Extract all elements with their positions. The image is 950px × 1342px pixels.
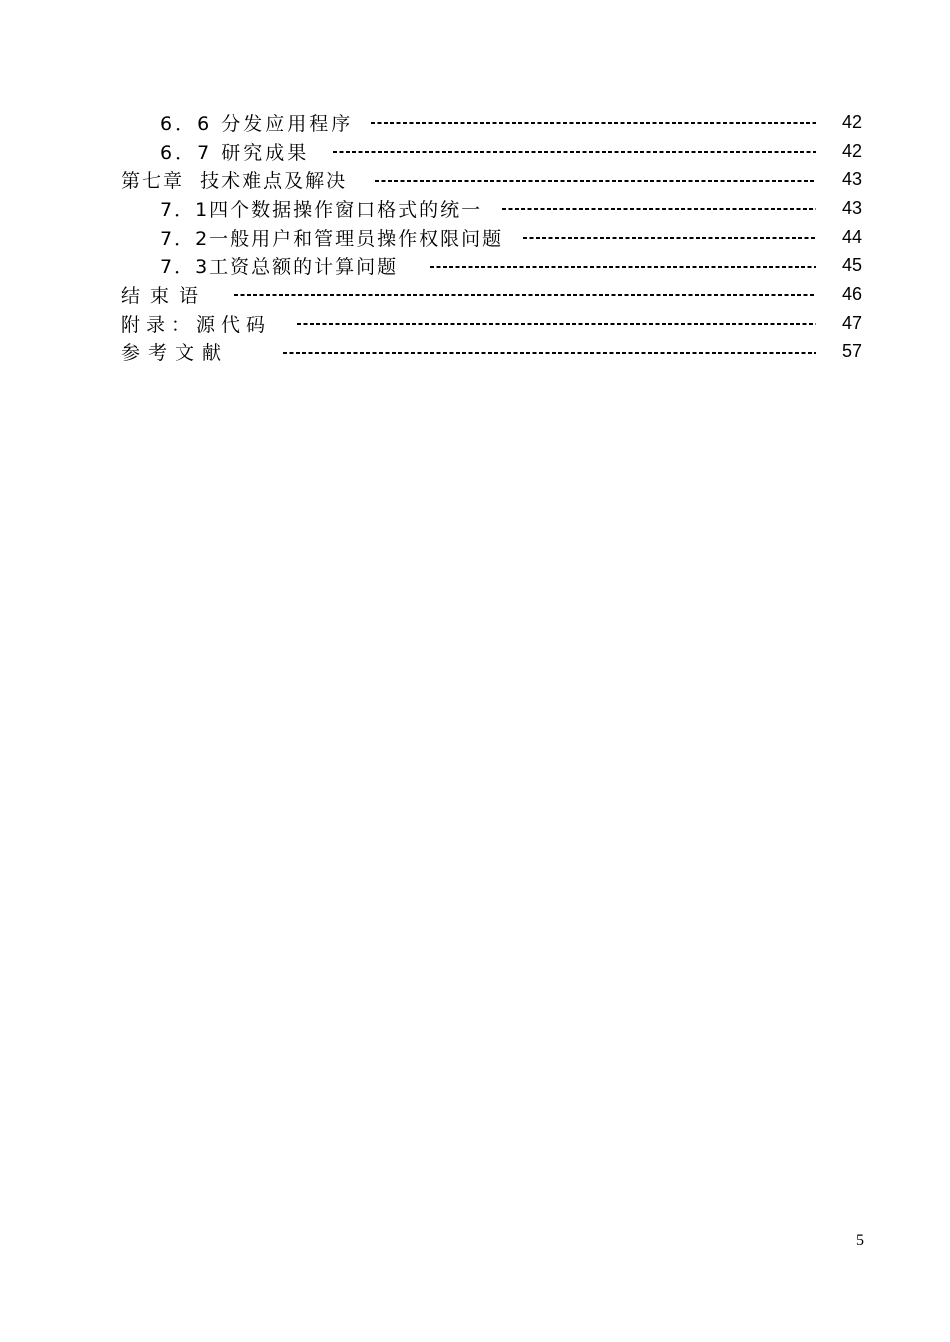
toc-entry-label: 7．1四个数据操作窗口格式的统一	[160, 198, 483, 221]
toc-entry-label: 7．2一般用户和管理员操作权限问题	[160, 227, 504, 250]
toc-dot-leader	[371, 122, 816, 124]
toc-entry[interactable]	[0, 194, 950, 223]
toc-entry-page: 42	[841, 140, 862, 161]
toc-entry-label: 参考文献	[121, 342, 230, 365]
toc-entry-label: 结束语	[121, 284, 209, 307]
toc-entry[interactable]	[0, 165, 950, 194]
toc-dot-leader	[430, 266, 816, 268]
toc-dot-leader	[502, 208, 816, 210]
toc-entry[interactable]	[0, 280, 950, 309]
toc-entry-label: 附录：源代码	[121, 313, 272, 336]
toc-entry-page: 44	[841, 226, 862, 247]
toc-dot-leader	[283, 352, 816, 354]
toc-entry-page: 43	[841, 197, 862, 218]
toc-entry-page: 45	[841, 255, 862, 276]
toc-entry-page: 43	[841, 169, 862, 190]
toc-entry-label: 6．7 研究成果	[160, 141, 310, 164]
toc-entry-page: 42	[841, 111, 862, 132]
table-of-contents	[0, 108, 950, 366]
toc-dot-leader	[523, 237, 816, 239]
toc-entry-label: 7．3工资总额的计算问题	[160, 256, 399, 279]
toc-dot-leader	[234, 294, 816, 296]
toc-entry[interactable]	[0, 309, 950, 338]
toc-entry-label: 6．6 分发应用程序	[160, 112, 354, 135]
toc-entry[interactable]	[0, 251, 950, 280]
toc-dot-leader	[333, 151, 816, 153]
toc-dot-leader	[375, 180, 816, 182]
toc-entry-page: 46	[841, 283, 862, 304]
page-number: 5	[856, 1232, 864, 1249]
toc-entry[interactable]	[0, 338, 950, 367]
toc-entry-page: 57	[841, 341, 862, 362]
toc-entry[interactable]	[0, 223, 950, 252]
toc-dot-leader	[297, 323, 816, 325]
toc-entry-label: 第七章 技术难点及解决	[121, 170, 348, 193]
toc-entry[interactable]	[0, 137, 950, 166]
toc-entry-page: 47	[841, 312, 862, 333]
toc-entry[interactable]	[0, 108, 950, 137]
